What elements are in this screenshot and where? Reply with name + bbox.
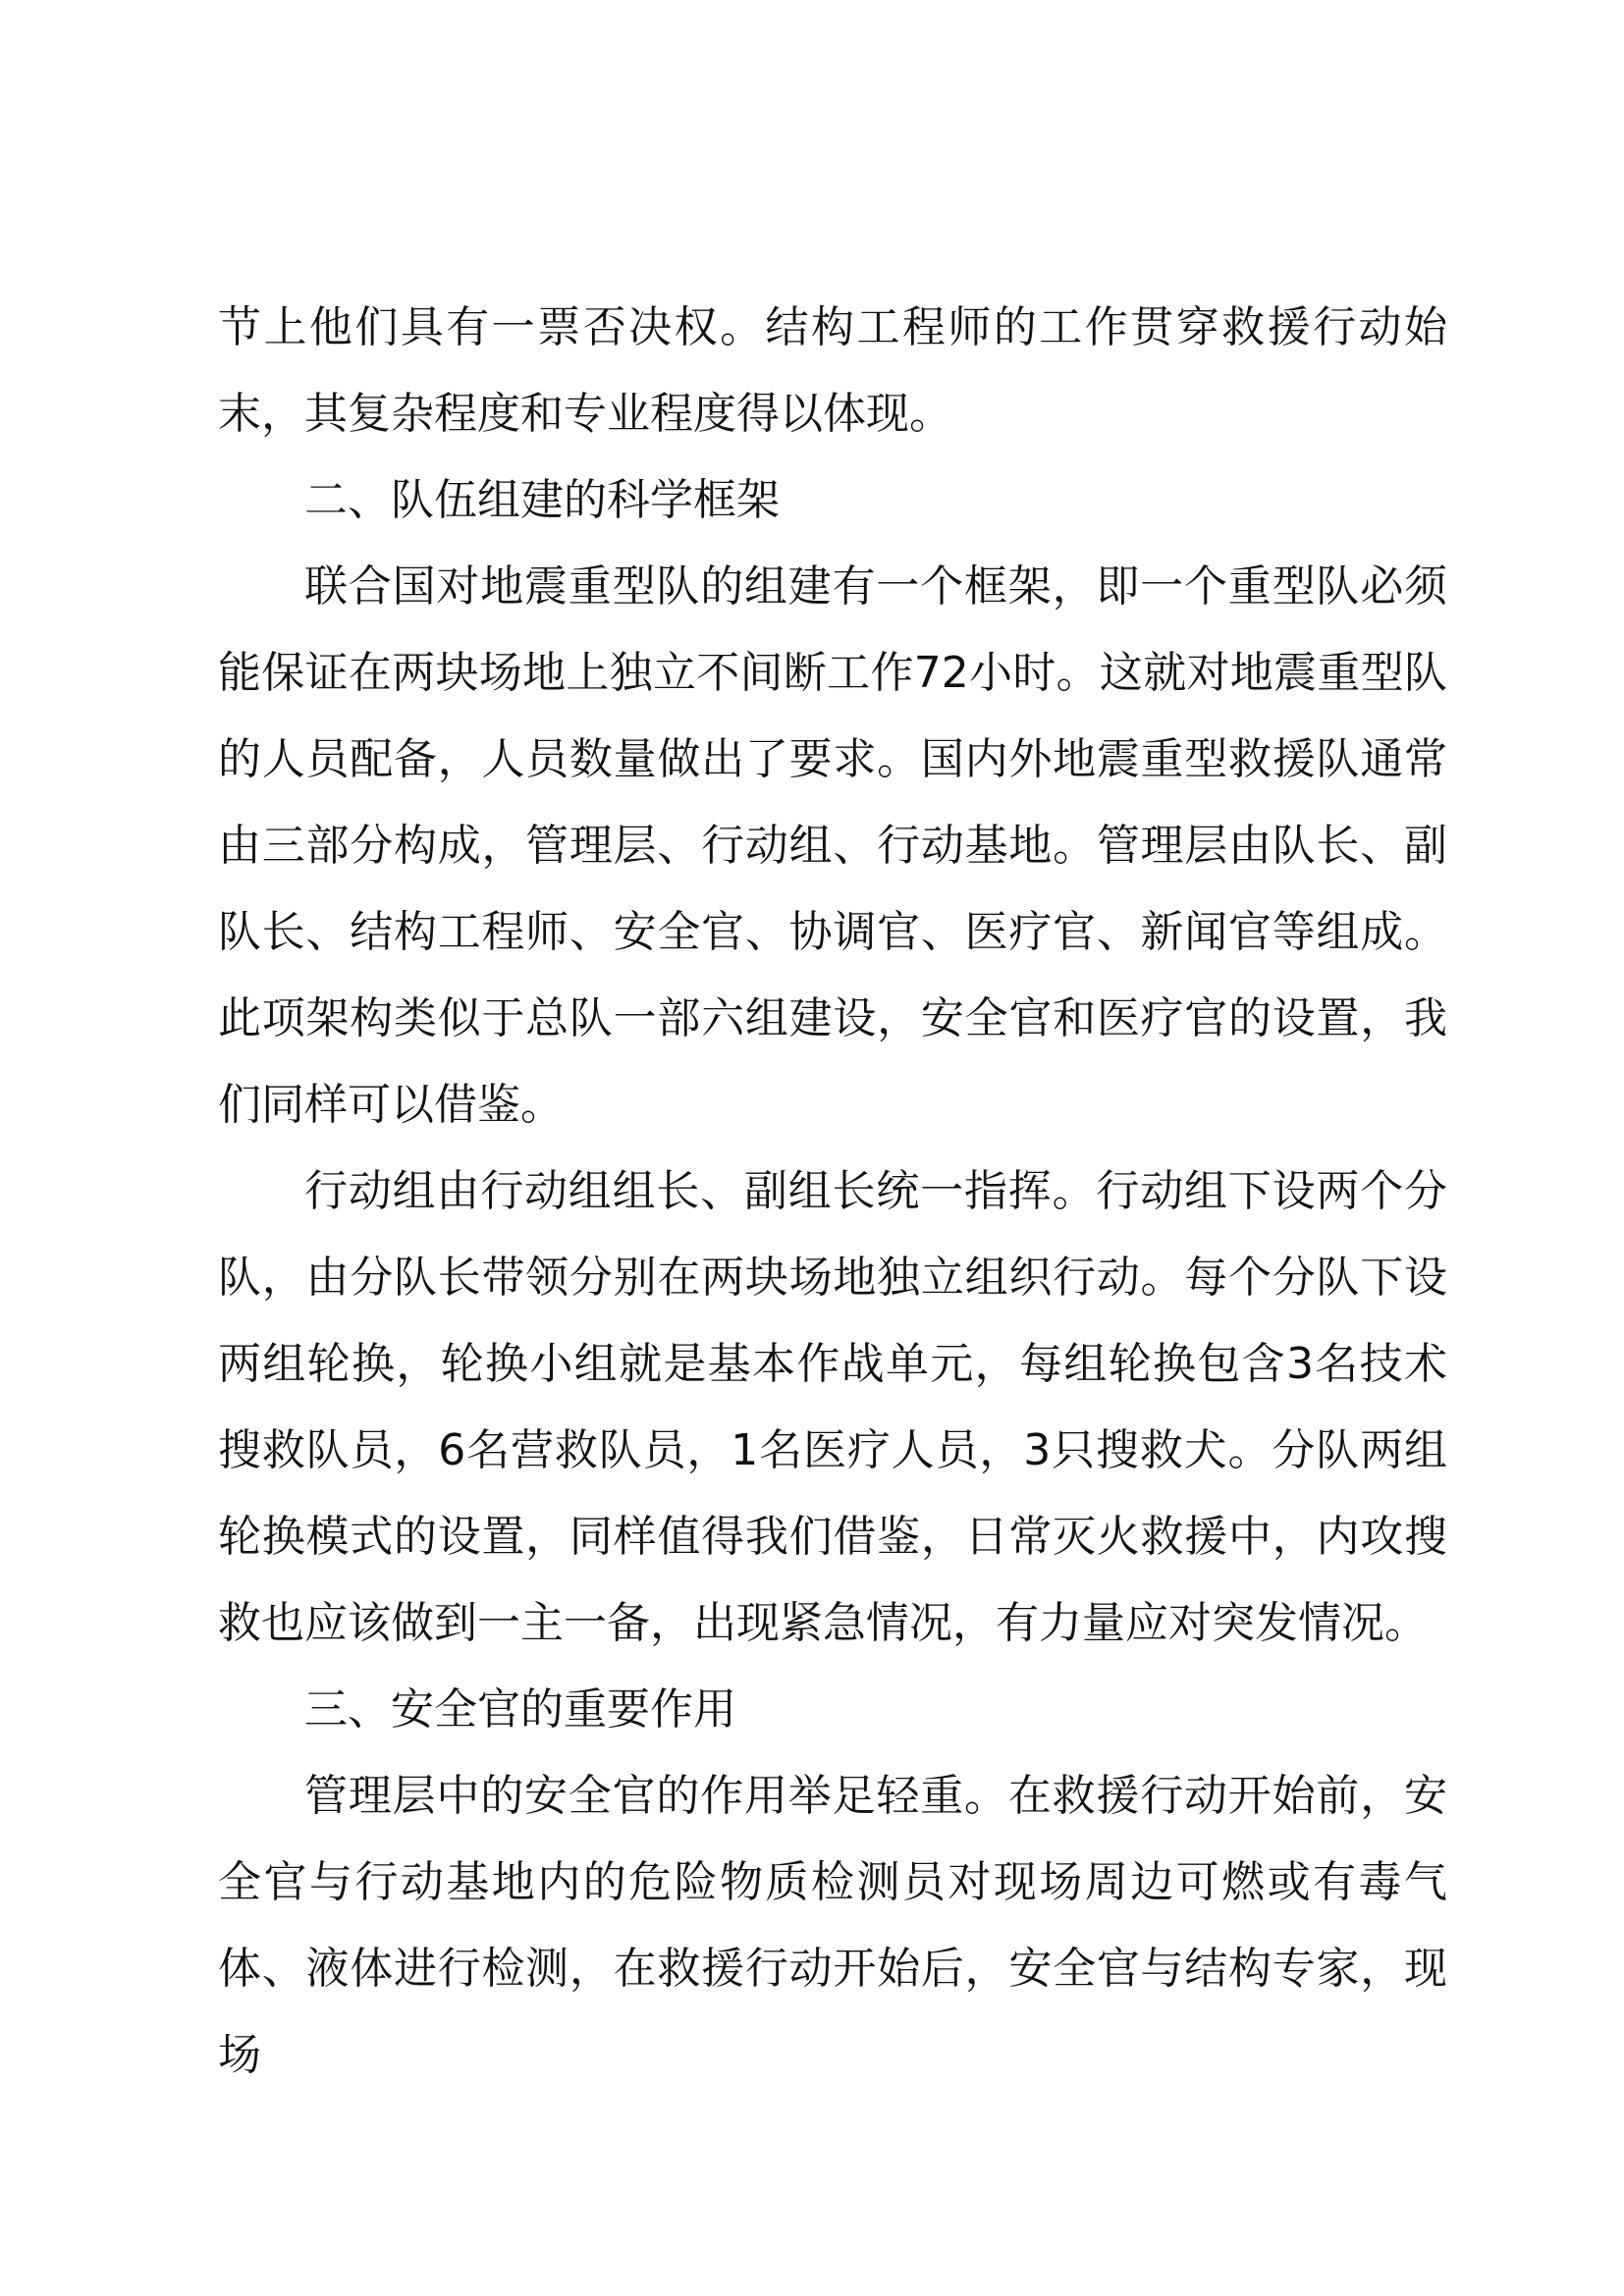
section-heading-team-framework: 二、队伍组建的科学框架 [304,475,780,525]
paragraph-operations-group: 行动组由行动组组长、副组长统一指挥。行动组下设两个分队，由分队长带领分别在两块场地独立组织行动。每个分队下设两组轮换，轮换小组就是基本作战单元，每组轮换包含3名技术搜救队员，6名营救队员，1名医疗人员，3只搜救犬。分队两组轮换模式的设置，同样值得我们借鉴，日常灭火救援中，内攻搜救也应该做到一主一备，出现紧急情况，有力量应对突发情况。 [218,1166,1447,1648]
section-heading-safety-officer: 三、安全官的重要作用 [304,1684,736,1735]
paragraph-heavy-team-framework: 联合国对地震重型队的组建有一个框架，即一个重型队必须能保证在两块场地上独立不间断工作72小时。这就对地震重型队的人员配备，人员数量做出了要求。国内外地震重型救援队通常由三部分构成，管理层、行动组、行动基地。管理层由队长、副队长、结构工程师、安全官、协调官、医疗官、新闻官等组成。此项架构类似于总队一部六组建设，安全官和医疗官的设置，我们同样可以借鉴。 [218,561,1447,1130]
paragraph-continuation: 节上他们具有一票否决权。结构工程师的工作贯穿救援行动始末，其复杂程度和专业程度得以体现。 [218,302,1447,439]
paragraph-safety-officer-role: 管理层中的安全官的作用举足轻重。在救援行动开始前，安全官与行动基地内的危险物质检测员对现场周边可燃或有毒气体、液体进行检测，在救援行动开始后，安全官与结构专家，现场 [218,1771,1447,2080]
document-page [218,285,1447,2099]
